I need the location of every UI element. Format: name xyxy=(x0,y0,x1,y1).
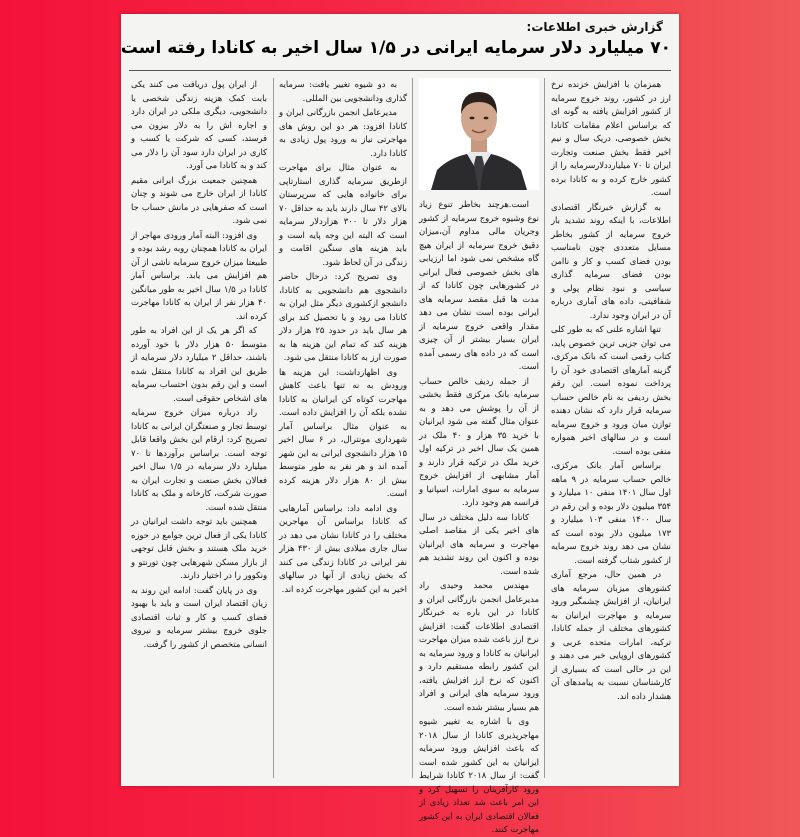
paragraph: همچنین جمعیت بزرگ ایرانی مقیم کانادا از ایران خارج می شوند و چنان است که صفرهایی در مانش حساب جا نمی شود. xyxy=(131,174,267,225)
paragraph: در همین حال، مرجع آماری کشورهای میزبان سرمایه های ایرانیان، از افزایش چشمگیر ورود سرمایه و مهاجرت ایرانیان به کشورهای مختلف از جمله کانادا، ترکیه، امارات متحده عربی و کشورهای اروپایی خبر می دهند و این در حالی است که بسیاری از کارشناسان نسبت به پیامدهای آن هشدار داده اند. xyxy=(551,569,671,701)
paragraph: همچنین باید توجه داشت ایرانیان در کانادا یکی از فعال ترین جوامع در حوزه خرید ملک هستند و بخش قابل توجهی از بازار مسکن شهرهایی چون تورنتو و ونکوور را در اختیار دارند. xyxy=(131,516,267,580)
article-column-1 xyxy=(551,78,671,778)
section-kicker: گزارش خبری اطلاعات: xyxy=(526,20,663,34)
paragraph: همزمان با افزایش خزنده نرخ ارز در کشور، روند خروج سرمایه از کشور افزایش یافته به گونه ای که براساس اعلام مقامات کانادا بخش خصوصی، دریک سال و نیم اخیر فقط بخش صنعت وتجارت ایران تا ۷۰ میلیارددلارسرمایه را از کشور خارج کرده و به کانادا برده است. xyxy=(551,79,671,197)
newspaper-clipping xyxy=(120,14,679,834)
column-separator xyxy=(544,78,545,778)
paragraph: از جمله ردیف خالص حساب سرمایه بانک مرکزی فقط بخشی از آن را پوشش می دهد و به عنوان مثال گفته می شود ایرانیان با خرید ۳۵ هزار و ۴۰ ملک در همین یک سال اخیر در ترکیه اول خرید ملک در ترکیه قرار دارند و آمار مشابهی از افزایش خروج سرمایه به سوی امارات، اسپانیا و فرانسه هم وجود دارد. xyxy=(419,375,539,507)
paragraph: مهندس محمد وحیدی راد مدیرعامل انجمن بازرگانی ایران و کانادا در این باره به خبرنگار اقتصادی اطلاعات گفت: افزایش نرخ ارز باعث شده میزان مهاجرت ایرانیان به کانادا و ورود سرمایه به این کشور رابطه مستقیم دارد و اکنون که نرخ ارز افزایش یافته، ورود سرمایه های ایرانی و افراد هم بسیار بیشتر شده است. xyxy=(419,580,539,712)
paragraph: وی اظهارداشت: این هزینه ها ورودش به نه تنها باعث کاهش مهاجرت کوتاه کن ایرانیان به کانادا نشده بلکه آن را افزایش داده است. به عنوان مثال براساس آمار شهرداری مونترال، در ۶ سال اخیر ۱۵ هزار دانشجوی ایرانی به این شهر آمده اند و هر نفر به طور متوسط بیش از ۸۰ هزار دلار هزینه کرده است. xyxy=(279,366,407,498)
paragraph: وی ادامه داد: براساس آمارهایی که کانادا براساس آن مهاجرین مختلف را در کانادا نشان می دهد در سال جاری میلادی بیش از ۴۳۰ هزار نفر ایرانی در کانادا زندگی می کنند که بخش زیادی از آنها در سالهای اخیر به این کشور مهاجرت کرده اند. xyxy=(279,502,408,594)
paragraph: مدیرعامل انجمن بازرگانی ایران و کانادا افزود: هر دو این روش های مهاجرتی نیاز به ورود پول زیادی به کانادا دارد. xyxy=(279,107,407,158)
paragraph: وی تصریح کرد: درحال حاضر دانشجوی هم دانشجویی به کانادا، دانشجو ازکشوری دیگر مثل ایران به کانادا می رود و یا تحصیل کند برای هر سال باید در حدود ۲۵ هزار دلار هزینه کند که تمام این هزینه ها به صورت ارز به کانادا منتقل می شود. xyxy=(279,271,407,362)
article-column-3 xyxy=(279,78,407,778)
portrait-illustration xyxy=(419,78,539,190)
paragraph: به گزارش خبرنگار اقتصادی اطلاعات، با اینکه روند تشدید بار خروج سرمایه از کشور بخاطر مسایل متعددی چون نامناسب بودن فضای کسب و کار و ناامن بودن فضای سرمایه گذاری سیاسی و نبود نظام پولی و شفافیتی، داده های آماری درباره آن در ایران وجود ندارد. xyxy=(551,201,671,320)
paragraph: راد درباره میزان خروج سرمایه توسط تجار و صنعتگران ایرانی به کانادا تصریح کرد: ارقام این بخش واقعا قابل توجه است. براساس برآوردها تا ۷۰ میلیارد دلار سرمایه در ۱/۵ سال اخیر فعالان بخش صنعت و تجارت ایران به صورت شرکت، کارخانه و ملک به کانادا منتقل شده است. xyxy=(131,407,267,512)
paragraph: براساس آمار بانک مرکزی، خالص حساب سرمایه در ۹ ماهه اول سال ۱۴۰۱ منفی ۱۰ میلیارد و ۳۵۴ میلیون دلار بوده و این رقم در سال ۱۴۰۰ منفی ۱۰۳ میلیارد و ۱۷۳ میلیون دلار بوده است که نشان می دهد روند خروج سرمایه از کشور شتاب گرفته است. xyxy=(551,460,672,565)
portrait-photo xyxy=(419,78,539,190)
paragraph: کانادا سه دلیل مختلف در سال های اخیر یکی از مقاصد اصلی مهاجرت و سرمایه های ایرانیان بوده و اکنون این روند تشدید هم شده است. xyxy=(419,511,539,576)
column-separator xyxy=(412,78,413,778)
paragraph: وی با اشاره به تغییر شیوه مهاجرپذیری کانادا از سال ۲۰۱۸ که باعث افزایش ورود سرمایه ایرانیان به این کشور شده است گفت: از سال ۲۰۱۸ کانادا شرایط ورود کارآفرینان را تسهیل کرد و این امر باعث شد تعداد زیادی از فعالان اقتصادی ایران به این کشور مهاجرت کنند. xyxy=(419,716,539,834)
column-separator xyxy=(273,78,274,778)
paragraph: است.هرچند بخاطر تنوع زیاد نوع وشیوه خروج سرمایه از کشور وجریان مالی مداوم آن،میزان دقیق خروج سرمایه از ایران هیچ گاه مشخص نمی شود اما ارزیابی های بخش خصوصی فعال ایرانی در کشورهایی چون کانادا که از مدت ها قبل مقصد سرمایه های ایرانی بوده است نشان می دهد مقدار واقعی خروج سرمایه از ایران بسیار بیشتر از آن چیزی است که در داده های رسمی آمده است. xyxy=(419,199,539,371)
article-column-4 xyxy=(131,78,267,778)
paragraph: که اگر هر یک از این افراد به طور متوسط ۵۰ هزار دلار با خود آورده باشند، حداقل ۲ میلیارد دلار سرمایه از طریق این افراد به کانادا منتقل شده است و این رقم بدون احتساب سرمایه های اشخاص حقوقی است. xyxy=(131,325,267,403)
paragraph: به دو شیوه تغییر یافت: سرمایه گذاری ودانشجویی بین المللی. xyxy=(279,79,407,103)
paragraph: وی افزود: البته آمار ورودی مهاجر از ایران به کانادا همچنان روبه رشد بوده و طبیعتا میزان خروج سرمایه ناشی از آن هم افزایش می یابد. براساس آمار کانادا در ۱/۵ سال اخیر به طور میانگین ۴۰ هزار نفر از ایران به کانادا مهاجرت کرده اند. xyxy=(131,229,268,321)
headline: ۷۰ میلیارد دلار سرمایه ایرانی در ۱/۵ سال اخیر به کانادا رفته است xyxy=(120,38,671,58)
paragraph: تنها اشاره علنی که به طور کلی می توان جزیی ترین خصوص پاید، کتاب رقمی است که بانک مرکزی، گزینه آمارهای اقتصادی خود آن را پرداخت نموده است. این رقم بخش ردیفی به نام خالص حساب سرمایه قرار دارد که نشان دهنده توازن میان ورود و خروج سرمایه است و در سالهای اخیر همواره منفی بوده است. xyxy=(551,324,671,456)
headline-rule xyxy=(129,70,671,71)
paragraph: از ایران پول دریافت می کنند یکی بابت کمک هزینه زندگی شخصی یا دانشجویی، دیگری ملکی در ایران دارد و اجاره اش را به دلار بیرون می فرستد، کسی که شرکت یا کسب و کاری در ایران دارد سود آن را دلار می کند و به کانادا می آورد. xyxy=(131,79,267,170)
paragraph: وی در پایان گفت: ادامه این روند به زیان اقتصاد ایران است و باید با بهبود فضای کسب و کار و ثبات اقتصادی جلوی خروج بیشتر سرمایه و نیروی انسانی متخصص از کشور را گرفت. xyxy=(131,584,267,649)
article-column-2 xyxy=(419,78,539,834)
paragraph: به عنوان مثال برای مهاجرت ازطریق سرمایه گذاری استارتاپی برای خانواده هایی که سرپرستان بالای ۴۲ سال دارند باید به حداقل ۷۰ هزار دلار تا ۳۰۰ هزاردلار سرمایه است که البته این وجه پایه است و باید هزینه های سنگین اقامت و زندگی در آن لحاظ شود. xyxy=(279,162,408,267)
